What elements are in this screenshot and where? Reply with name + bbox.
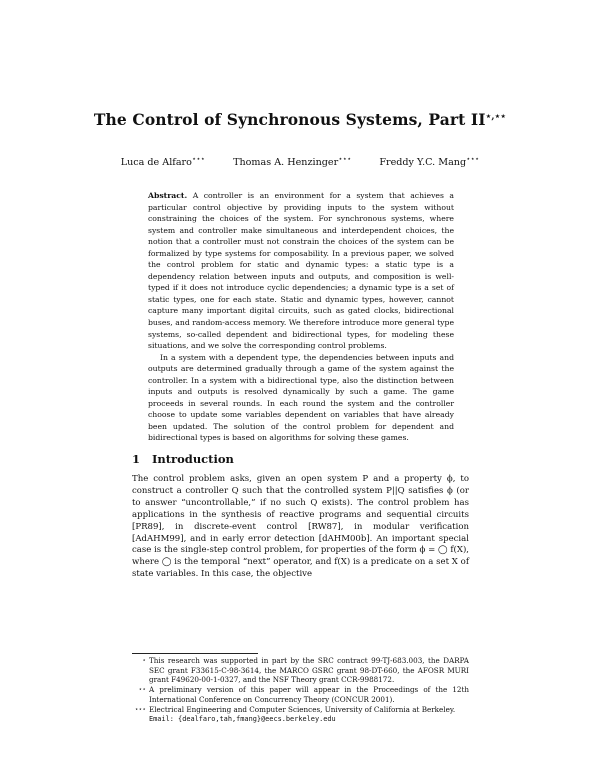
- footnote: [132, 685, 469, 704]
- author-mark: ⋆⋆⋆: [338, 155, 352, 163]
- abstract-text: A controller is an environment for a system that achieves a particular control objective by providing inputs to the system without constraining the choices of the system. For synchronous systems, where system and controller make simultaneous and interdependent choices, the notion that a controller must not constrain the choices of the system can be formalized by type systems for composability. In a previous paper, we solved the control problem for static and dynamic types: a static type is a dependency relation between inputs and outputs, and composition is well-typed if it does not introduce cyclic dependencies; a dynamic type is a set of static types, one for each state. Static and dynamic types, however, cannot capture many important digital circuits, such as gated clocks, bidirectional buses, and random-access memory. We therefore introduce more general type systems, so-called dependent and bidirectional types, for modeling these situations, and we solve the corresponding control problems.: [148, 191, 454, 351]
- footnote-email: [132, 714, 469, 725]
- abstract-paragraph: [148, 190, 454, 352]
- footnote-rule: [132, 653, 258, 654]
- footnote: [132, 705, 469, 715]
- abstract-label: Abstract.: [148, 191, 188, 200]
- title-footnote-marks: ⋆,⋆⋆: [485, 111, 507, 122]
- author-list: [0, 155, 600, 168]
- footnote-mark: ⋆: [142, 657, 146, 664]
- title-text: The Control of Synchronous Systems, Part II: [93, 110, 486, 129]
- section-title: Introduction: [152, 452, 234, 466]
- author-name: Freddy Y.C. Mang⋆⋆⋆: [379, 155, 480, 169]
- author-mark: ⋆⋆⋆: [191, 155, 206, 163]
- intro-body: [132, 474, 469, 581]
- footnote-text: Electrical Engineering and Computer Sciences, University of California at Berkeley.: [149, 704, 456, 714]
- author-name: Thomas A. Henzinger⋆⋆⋆: [233, 155, 352, 169]
- paper-title: [0, 110, 600, 129]
- footnote-mark: ⋆⋆⋆: [134, 705, 146, 713]
- footnote: [132, 656, 469, 685]
- footnote-text: A preliminary version of this paper will appear in the Proceedings of the 12th International Conference on Concurrency Theory (CONCUR 2001).: [149, 685, 469, 704]
- abstract-paragraph: In a system with a dependent type, the dependencies between inputs and outputs are determined gradually through a game of the system against the controller. In a system with a bidirectional type, also the distinction between inputs and outputs is resolved dynamically by such a game. The game proceeds in several rounds. In each round the system and the controller choose to update some variables dependent on variables that have already been updated. The solution of the control problem for dependent and bidirectional types is based on algorithms for solving these games.: [148, 352, 454, 443]
- author-name: Luca de Alfaro⋆⋆⋆: [120, 155, 206, 169]
- footnote-text: This research was supported in part by the SRC contract 99-TJ-683.003, the DARPA SEC grant F33615-C-98-3614, the MARCO GSRC grant 98-DT-660, the AFOSR MURI grant F49620-00-1-0327, and the NSF Theory grant CCR-9988172.: [149, 656, 469, 685]
- email-address: Email: {dealfaro,tah,fmang}@eecs.berkeley.edu: [149, 715, 336, 724]
- footnote-mark: ⋆⋆: [138, 686, 146, 694]
- section-number: 1: [132, 452, 141, 466]
- author-mark: ⋆⋆⋆: [466, 155, 480, 163]
- abstract: [148, 190, 454, 444]
- footnotes: [132, 656, 469, 725]
- section-heading: [132, 452, 234, 466]
- intro-paragraph: The control problem asks, given an open system P and a property ϕ, to construct a controller Q such that the controlled system P||Q satisfies ϕ (or to answer “uncontrollable,” if no such Q exists). The control problem has applications in the synthesis of reactive programs and sequential circuits [PR89], in discrete-event control [RW87], in modular verification [AdAHM99], and in early error detection [dAHM00b]. An important special case is the single-step control problem, for properties of the form ϕ = ◯ f(X), where ◯ is the temporal “next” operator, and f(X) is a predicate on a set X of state variables. In this case, the objective: [132, 474, 469, 580]
